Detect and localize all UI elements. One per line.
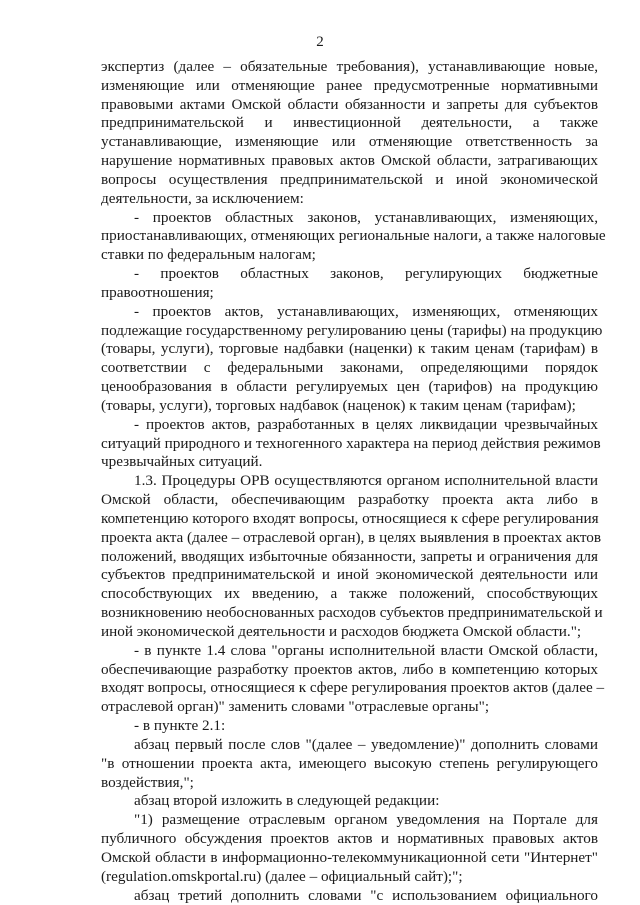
- text-line: абзац третий дополнить словами "с использованием официального: [134, 886, 598, 904]
- text-line: обеспечивающие разработку проектов актов, либо в компетенцию которых: [101, 660, 598, 678]
- text-line: приостанавливающих, отменяющих региональные налоги, а также налоговые: [101, 227, 606, 245]
- text-line: предпринимательской и инвестиционной деятельности, а также: [101, 114, 598, 132]
- text-line: чрезвычайных ситуаций.: [101, 453, 263, 471]
- text-line: изменяющие или отменяющие ранее предусмотренные нормативными: [101, 76, 598, 94]
- text-line: публичного обсуждения проектов актов и нормативных правовых актов: [101, 830, 598, 848]
- text-line: возникновению необоснованных расходов субъектов предпринимательской и: [101, 604, 603, 622]
- text-line: ценообразования в области регулируемых цен (тарифов) на продукцию: [101, 378, 598, 396]
- text-line: экспертиз (далее – обязательные требования), устанавливающие новые,: [101, 58, 598, 75]
- text-line: "в отношении проекта акта, имеющего высокую степень регулирующего: [101, 754, 598, 772]
- page-number: 2: [316, 34, 324, 50]
- text-line: Омской области в информационно-телекоммуникационной сети "Интернет": [101, 848, 598, 866]
- text-line: - в пункте 2.1:: [134, 717, 226, 735]
- text-line: 1.3. Процедуры ОРВ осуществляются органом исполнительной власти: [134, 472, 598, 490]
- text-line: (товары, услуги), торговых надбавок (наценок) к таким ценам (тарифам);: [101, 396, 576, 414]
- text-line: иной экономической деятельности и расходов бюджета Омской области.";: [101, 622, 582, 640]
- text-line: "1) размещение отраслевым органом уведомления на Портале для: [134, 811, 598, 829]
- text-line: правоотношения;: [101, 283, 214, 301]
- text-line: (regulation.omskportal.ru) (далее – официальный сайт);";: [101, 867, 463, 885]
- text-line: ситуаций природного и техногенного характера на период действия режимов: [101, 434, 601, 452]
- text-line: - проектов областных законов, регулирующих бюджетные: [134, 265, 598, 283]
- text-line: отраслевой орган)" заменить словами "отраслевые органы";: [101, 698, 490, 716]
- text-line: - в пункте 1.4 слова "органы исполнительной власти Омской области,: [134, 641, 598, 659]
- text-line: входят вопросы, относящиеся к сфере регулирования проектов актов (далее –: [101, 679, 605, 697]
- text-line: абзац первый после слов "(далее – уведомление)" дополнить словами: [134, 735, 598, 753]
- text-line: - проектов областных законов, устанавливающих, изменяющих,: [134, 208, 598, 226]
- text-line: вопросы осуществления предпринимательской и иной экономической: [101, 170, 598, 188]
- text-line: соответствии с федеральными законами, определяющими порядок: [101, 359, 598, 377]
- text-line: положений, вводящих избыточные обязанности, запреты и ограничения для: [101, 547, 598, 565]
- text-line: проекта акта (далее – отраслевой орган), в целях выявления в проектах актов: [101, 528, 602, 546]
- text-line: (товары, услуги), торговые надбавки (наценки) к таким ценам (тарифам) в: [101, 340, 598, 358]
- text-line: подлежащие государственному регулированию цены (тарифы) на продукцию: [101, 321, 603, 339]
- text-line: устанавливающие, изменяющие или отменяющие ответственность за: [101, 133, 598, 151]
- text-line: способствующих их введению, а также положений, способствующих: [101, 585, 598, 603]
- text-line: субъектов предпринимательской и иной экономической деятельности или: [101, 566, 598, 584]
- text-line: абзац второй изложить в следующей редакции:: [134, 792, 440, 810]
- text-line: - проектов актов, разработанных в целях ликвидации чрезвычайных: [134, 415, 598, 433]
- text-line: - проектов актов, устанавливающих, изменяющих, отменяющих: [134, 302, 598, 320]
- text-line: воздействия,";: [101, 773, 194, 791]
- text-line: нарушение нормативных правовых актов Омской области, затрагивающих: [101, 152, 598, 170]
- text-line: ставки по федеральным налогам;: [101, 246, 316, 264]
- text-line: деятельности, за исключением:: [101, 189, 304, 207]
- text-line: компетенцию которого входят вопросы, относящиеся к сфере регулирования: [101, 509, 599, 527]
- text-line: правовыми актами Омской области обязанности и запреты для субъектов: [101, 95, 598, 113]
- text-line: Омской области, обеспечивающим разработку проекта акта либо в: [101, 491, 598, 509]
